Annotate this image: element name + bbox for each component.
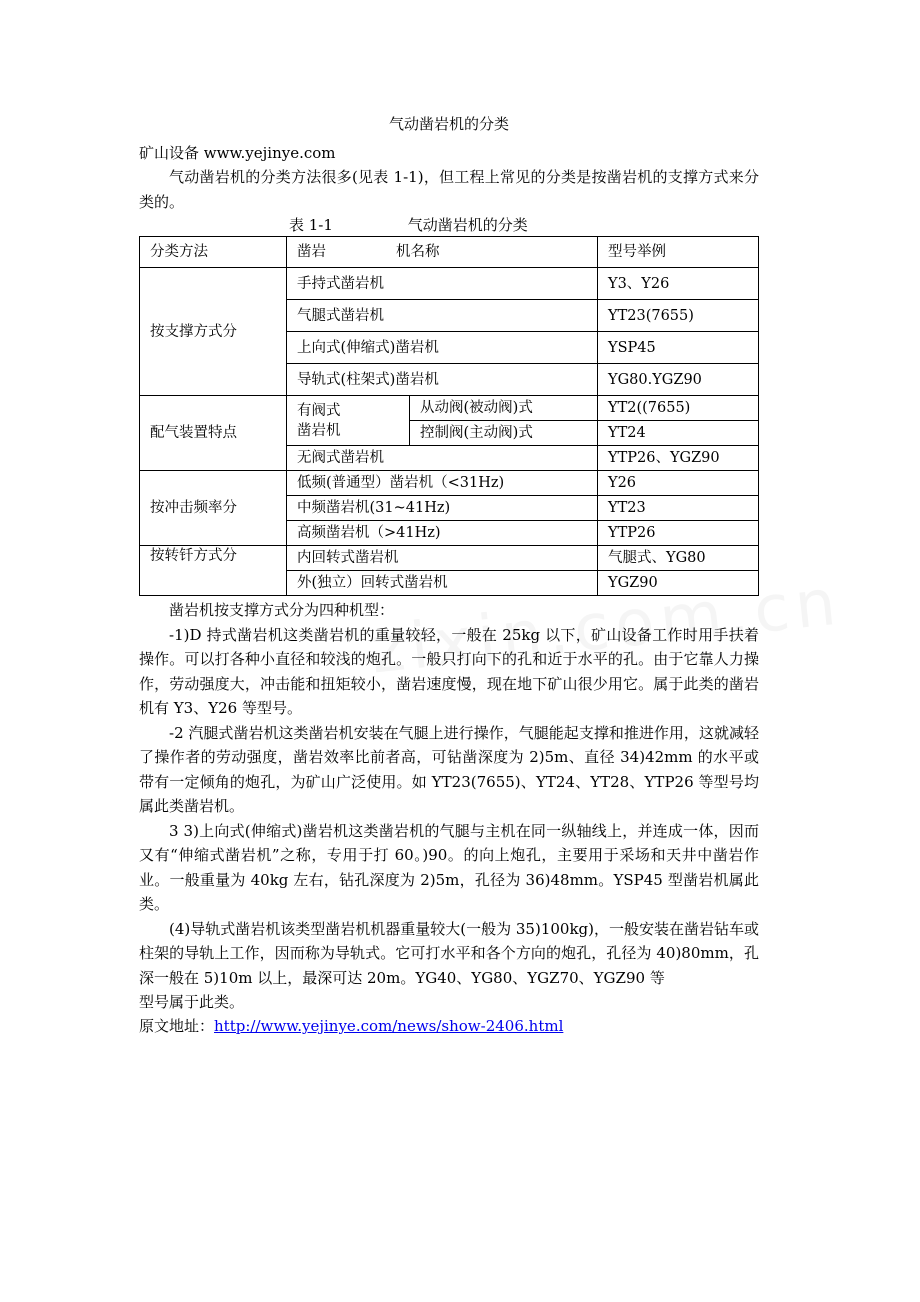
table-caption-number: 表 1-1: [289, 216, 333, 234]
tail-line: 型号属于此类。: [139, 993, 245, 1011]
table-row: [140, 396, 759, 421]
table-row: [140, 268, 759, 300]
table-header-row: [140, 237, 759, 268]
machine-name-cell: 手持式凿岩机: [287, 268, 598, 300]
model-cell: YT24: [598, 421, 759, 446]
intro-paragraph: 气动凿岩机的分类方法很多(见表 1-1)，但工程上常见的分类是按凿岩机的支撑方式来分类的。: [139, 168, 759, 211]
model-cell: YTP26、YGZ90: [598, 446, 759, 471]
machine-name-cell: 高频凿岩机（>41Hz): [287, 521, 598, 546]
footer-label: 原文地址：: [139, 1017, 215, 1035]
group-method-cell: 按冲击频率分: [140, 471, 287, 546]
machine-name-cell: 内回转式凿岩机: [287, 546, 598, 571]
table-caption-name: 气动凿岩机的分类: [407, 216, 528, 234]
footer-source: [139, 1014, 759, 1038]
model-cell: YGZ90: [598, 571, 759, 596]
group-method-cell: 按转钎方式分: [140, 546, 287, 596]
model-cell: YTP26: [598, 521, 759, 546]
machine-name-cell: 低频(普通型）凿岩机（<31Hz): [287, 471, 598, 496]
model-cell: YT23(7655): [598, 300, 759, 332]
page-title: 气动凿岩机的分类: [388, 115, 509, 133]
header-name-part1: 凿岩: [297, 244, 326, 260]
paragraph: 3 3)上向式(伸缩式)凿岩机这类凿岩机的气腿与主机在同一纵轴线上，并连成一体，因而又有“伸缩式凿岩机”之称，专用于打 60。)90。的向上炮孔，主要用于采场和天井中凿岩作业。一般重量为 40kg 左右，钻孔深度为 2)5m，孔径为 36)48mm。YSP45 型凿岩机属此类。: [139, 821, 759, 913]
model-cell: YG80.YGZ90: [598, 364, 759, 396]
model-cell: 气腿式、YG80: [598, 546, 759, 571]
machine-name-cell: 从动阀(被动阀)式: [410, 396, 598, 421]
machine-name-cell: 无阀式凿岩机: [287, 446, 598, 471]
table-caption: [289, 214, 759, 236]
body-text: [139, 598, 759, 1038]
model-cell: YT23: [598, 496, 759, 521]
paragraph: -2 汽腿式凿岩机这类凿岩机安装在气腿上进行操作，气腿能起支撑和推进作用，这就减轻了操作者的劳动强度，凿岩效率比前者高，可钻凿深度为 2)5m、直径 34)42mm 的水平或带有一定倾角的炮孔，为矿山广泛使用。如 YT23(7655)、YT24、YT28、YTP26 等型号均属此类凿岩机。: [139, 723, 759, 815]
group-method-cell: 按支撑方式分: [140, 268, 287, 396]
model-cell: Y3、Y26: [598, 268, 759, 300]
machine-name-cell: 中频凿岩机(31~41Hz): [287, 496, 598, 521]
header-method: 分类方法: [140, 237, 287, 268]
table-row: [140, 471, 759, 496]
machine-name-cell: 导轨式(柱架式)凿岩机: [287, 364, 598, 396]
machine-name-cell: 外(独立）回转式凿岩机: [287, 571, 598, 596]
paragraph: -1)D 持式凿岩机这类凿岩机的重量较轻，一般在 25kg 以下，矿山设备工作时用手扶着操作。可以打各种小直径和较浅的炮孔。一般只打向下的孔和近于水平的孔。由于它靠人力操作，劳动强度大，冲击能和扭矩较小，凿岩速度慢，现在地下矿山很少用它。属于此类的凿岩机有 Y3、Y26 等型号。: [139, 625, 759, 717]
paragraph: (4)导轨式凿岩机该类型凿岩机机器重量较大(一般为 35)100kg)，一般安装在凿岩钻车或柱架的导轨上工作，因而称为导轨式。它可打水平和各个方向的炮孔，孔径为 40)80mm，孔深一般在 5)10m 以上，最深可达 20m。YG40、YG80、YGZ70、YGZ90 等: [139, 919, 759, 987]
source-line: 矿山设备 www.yejinye.com: [139, 144, 336, 162]
document: [139, 113, 759, 1038]
header-name-part2: 机名称: [396, 244, 440, 260]
group-method-cell: 配气装置特点: [140, 396, 287, 471]
machine-name-cell: 控制阀(主动阀)式: [410, 421, 598, 446]
model-cell: YT2((7655): [598, 396, 759, 421]
valve-label-1: 有阀式: [297, 402, 341, 419]
model-cell: YSP45: [598, 332, 759, 364]
classification-table: [139, 236, 759, 596]
machine-name-cell: 上向式(伸缩式)凿岩机: [287, 332, 598, 364]
header-name: [287, 237, 598, 268]
header-model: 型号举例: [598, 237, 759, 268]
valve-label-2: 凿岩机: [297, 422, 341, 439]
source-link[interactable]: http://www.yejinye.com/news/show-2406.html: [214, 1017, 564, 1035]
machine-name-cell: 气腿式凿岩机: [287, 300, 598, 332]
paragraph: 凿岩机按支撑方式分为四种机型：: [169, 601, 395, 619]
valve-type-cell: [287, 396, 410, 446]
model-cell: Y26: [598, 471, 759, 496]
table-row: [140, 546, 759, 571]
